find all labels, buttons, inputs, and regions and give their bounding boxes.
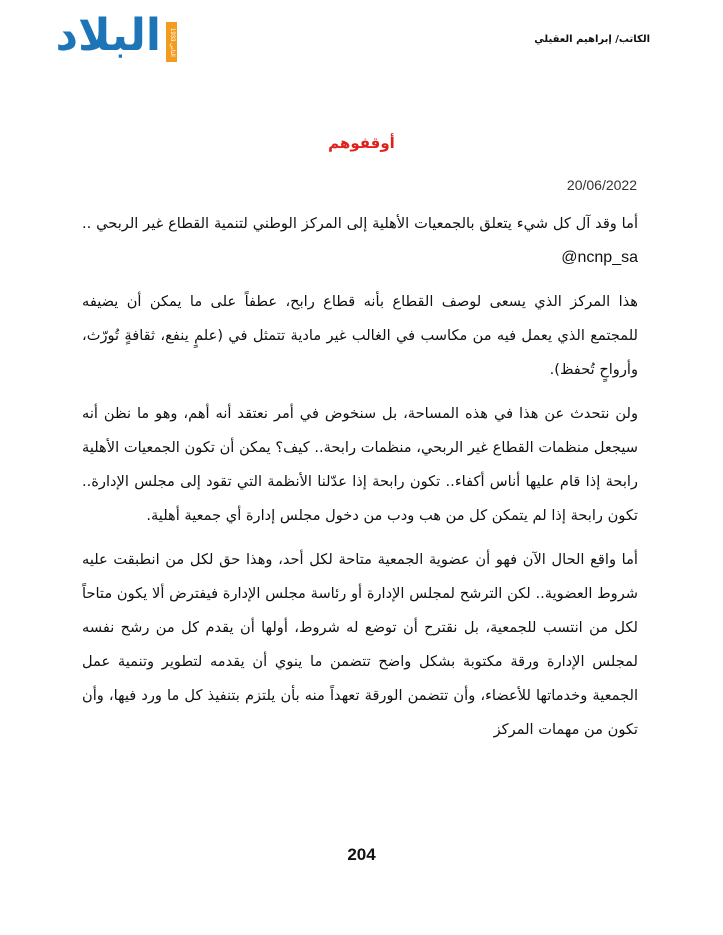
paragraph-3: ولن نتحدث عن هذا في هذه المساحة، بل سنخوض في أمر نعتقد أنه أهم، وهو ما نظن أنه سيجعل منظمات القطاع غير الربحي، منظمات رابحة.. كيف؟ يمكن أن تكون الجمعيات الأهلية رابحة إذا قام عليها أناس أكفاء.. تكون رابحة إذا عدّلنا الأنظمة التي تقود إلى مجلس الإدارة.. تكون رابحة إذا لم يتمكن كل من هب ودب من دخول مجلس إدارة أي جمعية أهلية. [82, 405, 638, 524]
article-title: أوقفوهم [328, 134, 395, 152]
paragraph-2: هذا المركز الذي يسعى لوصف القطاع بأنه قطاع رابح، عطفاً على ما يمكن أن يضيفه للمجتمع الذي يعمل فيه من مكاسب في الغالب غير مادية تتمثل في (علمٍ ينفع، ثقافةٍ تُورّث، وأرواحٍ تُحفظ). [82, 293, 638, 378]
page-number: 204 [347, 845, 376, 864]
paragraph-1 [82, 207, 638, 275]
logo-wordmark: البلاد [55, 10, 161, 61]
article-body [82, 207, 638, 757]
author-line: الكاتب/ إبراهيم العقيلي [534, 34, 650, 45]
paragraph-4: أما واقع الحال الآن فهو أن عضوية الجمعية متاحة لكل أحد، وهذا حق لكل من انطبقت عليه شروط العضوية.. لكن الترشح لمجلس الإدارة أو رئاسة مجلس الإدارة فيفترض ألا يكون متاحاً لكل من انتسب للجمعية، بل نقترح أن توضع له شروط، أولها أن يقدم كل من رشح نفسه لمجلس الإدارة ورقة مكتوبة بشكل واضح تتضمن ما ينوي أن يقدمه لتطوير وتنمية عمل الجمعية وخدماتها للأعضاء، وأن تتضمن الورقة تعهداً منه بأن يلتزم بتنفيذ كل ما ورد فيها، وأن تكون من مهمات المركز [82, 551, 638, 738]
paragraph-1-text: أما وقد آل كل شيء يتعلق بالجمعيات الأهلية إلى المركز الوطني لتنمية القطاع غير الربحي .. [82, 215, 638, 232]
albilad-logo [47, 10, 177, 66]
ncnp-mention-link[interactable]: @ncnp_sa [561, 249, 638, 266]
logo-tag: الثاني 1933 [166, 22, 177, 62]
article-date: 20/06/2022 [566, 177, 637, 193]
page-header [0, 0, 723, 80]
